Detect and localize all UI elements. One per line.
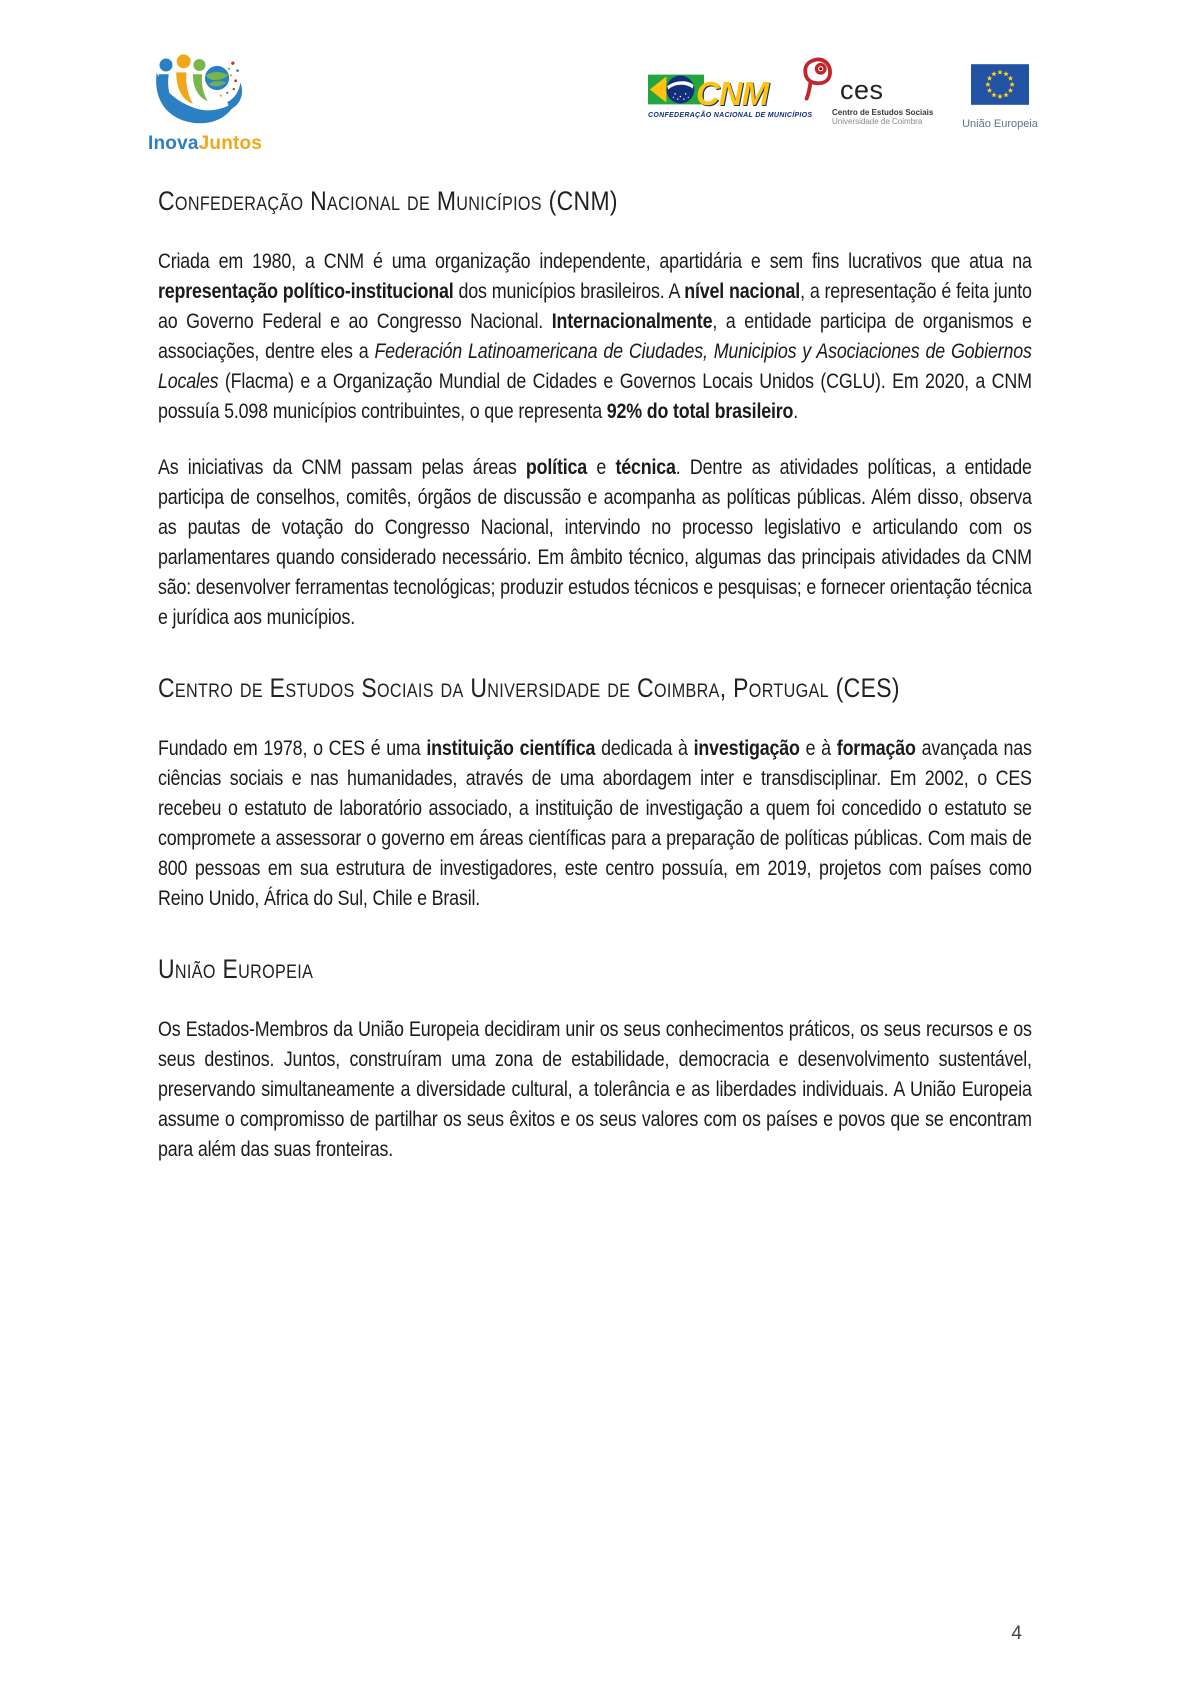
eu-flag-icon: [971, 64, 1029, 105]
section-ces: [158, 673, 1032, 914]
text-run: Fundado em 1978, o CES é uma: [158, 737, 427, 760]
section-cnm: [158, 186, 1032, 633]
text-run: , a representação é feita junto ao Governo Federal e ao Congresso Nacional.: [158, 280, 1032, 333]
inovajuntos-wordmark: [146, 133, 266, 155]
eu-logo: [948, 64, 1052, 130]
section-uniao-europeia-paragraph-1: [158, 1015, 1032, 1165]
cnm-logo-top: [648, 70, 798, 112]
text-run: Federación Latinoamericana de Ciudades, Municipios y Asociaciones de Gobiernos Locales: [158, 340, 1032, 393]
text-run: 92% do total brasileiro: [606, 400, 794, 423]
text-run: nível nacional: [684, 280, 801, 303]
text-run: investigação: [693, 737, 800, 760]
ces-glyph-icon: [802, 56, 836, 102]
text-run: dos municípios brasileiros. A: [453, 280, 685, 303]
page-header: [0, 0, 1190, 160]
text-run: (Flacma) e a Organização Mundial de Cidades e Governos Locais Unidos (CGLU). Em 2020, a CNM possuía 5.098 municípios contribuintes, o que representa: [158, 370, 1032, 423]
ces-logo: [802, 56, 942, 126]
inovajuntos-word-inova: Inova: [148, 133, 199, 154]
text-run: representação político-institucional: [158, 280, 454, 303]
section-cnm-heading: Confederação Nacional de Municípios (CNM): [158, 186, 618, 216]
inovajuntos-word-juntos: Juntos: [198, 133, 263, 154]
ces-caption-line1: Centro de Estudos Sociais: [832, 108, 934, 117]
text-run: avançada nas ciências sociais e nas humanidades, através de uma abordagem inter e transdisciplinar. Em 2002, o CES recebeu o estatuto de laboratório associado, a instituição de investigação a quem foi concedido o estatuto se compromete a assessorar o governo em áreas científicas para a preparação de políticas públicas. Com mais de 800 pessoas em sua estrutura de investigadores, este centro possuía, em 2019, projetos com países como Reino Unido, África do Sul, Chile e Brasil.: [158, 737, 1032, 910]
cnm-logo: [648, 70, 813, 119]
eu-caption: União Europeia: [962, 118, 1038, 130]
text-run: e à: [799, 737, 837, 760]
section-ces-heading: Centro de Estudos Sociais da Universidade de Coimbra, Portugal (CES): [158, 673, 900, 703]
ces-caption-line2: Universidade de Coimbra: [832, 117, 923, 126]
inovajuntos-logo-icon: [146, 52, 251, 130]
text-run: Os Estados-Membros da União Europeia decidiram unir os seus conhecimentos práticos, os seus recursos e os seus destinos. Juntos, construíram uma zona de estabilidade, democracia e desenvolvimento sustentável, preservando simultaneamente a diversidade cultural, a tolerância e as liberdades individuais. A União Europeia assume o compromisso de partilhar os seus êxitos e os seus valores com os países e povos que se encontram para além das suas fronteiras.: [158, 1018, 1032, 1161]
text-run: dedicada à: [595, 737, 694, 760]
text-run: . Dentre as atividades políticas, a entidade participa de conselhos, comitês, órgãos de discussão e acompanha as políticas públicas. Além disso, observa as pautas de votação do Congresso Nacional, intervindo no processo legislativo e articulando com os parlamentares quando considerado necessário. Em âmbito técnico, algumas das principais atividades da CNM são: desenvolver ferramentas tecnológicas; produzir estudos técnicos e pesquisas; e fornecer orientação técnica e jurídica aos municípios.: [158, 456, 1032, 629]
text-run: As iniciativas da CNM passam pelas áreas: [158, 456, 526, 479]
ces-logo-top: [802, 56, 942, 105]
text-run: , a entidade participa de organismos e associações, dentre eles a: [158, 310, 1032, 363]
section-uniao-europeia-heading: União Europeia: [158, 954, 314, 984]
text-run: .: [793, 400, 799, 423]
section-ces-paragraph-1: [158, 734, 1032, 914]
cnm-caption: CONFEDERAÇÃO NACIONAL DE MUNICÍPIOS: [648, 112, 813, 119]
text-run: Internacionalmente: [551, 310, 713, 333]
section-cnm-paragraph-1: [158, 247, 1032, 427]
section-cnm-paragraph-2: [158, 453, 1032, 633]
text-run: formação: [836, 737, 916, 760]
ces-wordmark: ces: [840, 75, 884, 105]
text-run: e: [587, 456, 616, 479]
inovajuntos-logo: [146, 52, 266, 155]
page-number: 4: [1011, 1623, 1022, 1644]
cnm-acronym: CNM: [696, 75, 769, 112]
text-run: Criada em 1980, a CNM é uma organização independente, apartidária e sem fins lucrativos que atua na: [158, 250, 1032, 273]
text-run: política: [525, 456, 588, 479]
text-run: instituição científica: [426, 737, 596, 760]
document-body: [158, 160, 1032, 1191]
section-uniao-europeia: [158, 954, 1032, 1165]
text-run: técnica: [615, 456, 676, 479]
